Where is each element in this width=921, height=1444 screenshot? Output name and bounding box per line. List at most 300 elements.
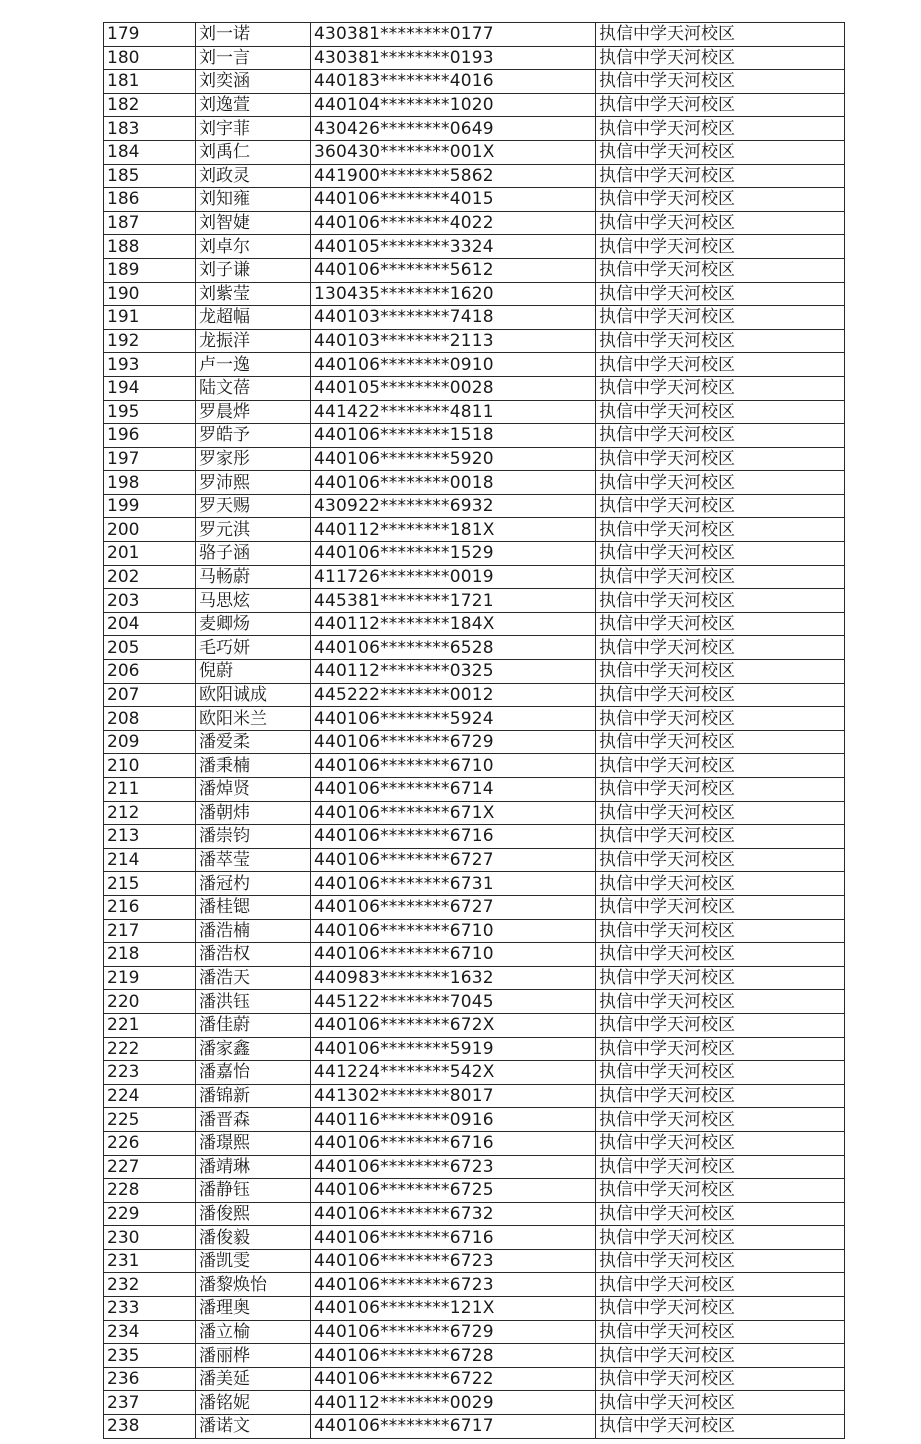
id-number: 440106********6729: [311, 730, 596, 754]
table-row: [104, 424, 845, 448]
row-number: 184: [104, 140, 196, 164]
table-row: [104, 1108, 845, 1132]
id-number: 440106********6528: [311, 636, 596, 660]
table-row: [104, 211, 845, 235]
school-name: 执信中学天河校区: [596, 943, 845, 967]
student-name: 罗晨烨: [196, 400, 311, 424]
id-number: 445122********7045: [311, 990, 596, 1014]
table-row: [104, 70, 845, 94]
table-row: [104, 447, 845, 471]
table-row: [104, 636, 845, 660]
table-row: [104, 494, 845, 518]
school-name: 执信中学天河校区: [596, 329, 845, 353]
id-number: 440106********4022: [311, 211, 596, 235]
row-number: 210: [104, 754, 196, 778]
school-name: 执信中学天河校区: [596, 70, 845, 94]
id-number: 440106********6727: [311, 895, 596, 919]
school-name: 执信中学天河校区: [596, 683, 845, 707]
student-name: 刘子谦: [196, 258, 311, 282]
row-number: 195: [104, 400, 196, 424]
student-name: 骆子涵: [196, 542, 311, 566]
student-name: 潘铭妮: [196, 1391, 311, 1415]
school-name: 执信中学天河校区: [596, 801, 845, 825]
row-number: 218: [104, 943, 196, 967]
id-number: 430426********0649: [311, 117, 596, 141]
table-row: [104, 565, 845, 589]
id-number: 360430********001X: [311, 140, 596, 164]
table-row: [104, 518, 845, 542]
student-name: 刘知雍: [196, 188, 311, 212]
student-name: 卢一逸: [196, 353, 311, 377]
row-number: 237: [104, 1391, 196, 1415]
student-name: 潘桂锶: [196, 895, 311, 919]
row-number: 217: [104, 919, 196, 943]
school-name: 执信中学天河校区: [596, 660, 845, 684]
id-number: 440106********6716: [311, 1226, 596, 1250]
id-number: 440106********6728: [311, 1344, 596, 1368]
student-name: 潘美延: [196, 1367, 311, 1391]
id-number: 440983********1632: [311, 966, 596, 990]
student-name: 麦卿炀: [196, 612, 311, 636]
id-number: 440112********0325: [311, 660, 596, 684]
school-name: 执信中学天河校区: [596, 848, 845, 872]
school-name: 执信中学天河校区: [596, 400, 845, 424]
student-name: 潘晋森: [196, 1108, 311, 1132]
school-name: 执信中学天河校区: [596, 117, 845, 141]
school-name: 执信中学天河校区: [596, 589, 845, 613]
row-number: 207: [104, 683, 196, 707]
school-name: 执信中学天河校区: [596, 1202, 845, 1226]
school-name: 执信中学天河校区: [596, 565, 845, 589]
school-name: 执信中学天河校区: [596, 1084, 845, 1108]
school-name: 执信中学天河校区: [596, 164, 845, 188]
table-row: [104, 872, 845, 896]
row-number: 227: [104, 1155, 196, 1179]
school-name: 执信中学天河校区: [596, 447, 845, 471]
table-row: [104, 282, 845, 306]
student-name: 倪蔚: [196, 660, 311, 684]
student-name: 潘黎焕怡: [196, 1273, 311, 1297]
school-name: 执信中学天河校区: [596, 730, 845, 754]
school-name: 执信中学天河校区: [596, 825, 845, 849]
school-name: 执信中学天河校区: [596, 1297, 845, 1321]
student-name: 罗天赐: [196, 494, 311, 518]
table-row: [104, 1061, 845, 1085]
student-name: 潘嘉怡: [196, 1061, 311, 1085]
row-number: 196: [104, 424, 196, 448]
student-name: 潘浩天: [196, 966, 311, 990]
row-number: 221: [104, 1013, 196, 1037]
row-number: 224: [104, 1084, 196, 1108]
school-name: 执信中学天河校区: [596, 1179, 845, 1203]
student-name: 罗皓予: [196, 424, 311, 448]
table-row: [104, 117, 845, 141]
student-name: 刘禹仁: [196, 140, 311, 164]
row-number: 225: [104, 1108, 196, 1132]
id-number: 440106********671X: [311, 801, 596, 825]
table-row: [104, 1202, 845, 1226]
student-name: 潘洪钰: [196, 990, 311, 1014]
id-number: 440105********0028: [311, 376, 596, 400]
table-row: [104, 1037, 845, 1061]
id-number: 440103********2113: [311, 329, 596, 353]
row-number: 228: [104, 1179, 196, 1203]
row-number: 198: [104, 471, 196, 495]
school-name: 执信中学天河校区: [596, 1391, 845, 1415]
id-number: 440106********6714: [311, 778, 596, 802]
student-name: 潘佳蔚: [196, 1013, 311, 1037]
school-name: 执信中学天河校区: [596, 966, 845, 990]
student-name: 罗元淇: [196, 518, 311, 542]
school-name: 执信中学天河校区: [596, 23, 845, 47]
student-name: 刘卓尔: [196, 235, 311, 259]
row-number: 216: [104, 895, 196, 919]
table-row: [104, 990, 845, 1014]
id-number: 440106********6710: [311, 754, 596, 778]
id-number: 130435********1620: [311, 282, 596, 306]
id-number: 441422********4811: [311, 400, 596, 424]
row-number: 181: [104, 70, 196, 94]
row-number: 229: [104, 1202, 196, 1226]
id-number: 440106********5924: [311, 707, 596, 731]
table-row: [104, 895, 845, 919]
school-name: 执信中学天河校区: [596, 1108, 845, 1132]
row-number: 199: [104, 494, 196, 518]
table-row: [104, 353, 845, 377]
row-number: 189: [104, 258, 196, 282]
table-row: [104, 306, 845, 330]
row-number: 205: [104, 636, 196, 660]
school-name: 执信中学天河校区: [596, 1037, 845, 1061]
row-number: 236: [104, 1367, 196, 1391]
table-row: [104, 1391, 845, 1415]
school-name: 执信中学天河校区: [596, 353, 845, 377]
table-row: [104, 542, 845, 566]
student-name: 龙超幅: [196, 306, 311, 330]
row-number: 226: [104, 1131, 196, 1155]
student-name: 马思炫: [196, 589, 311, 613]
table-row: [104, 778, 845, 802]
id-number: 440106********6716: [311, 1131, 596, 1155]
row-number: 192: [104, 329, 196, 353]
student-name: 欧阳米兰: [196, 707, 311, 731]
student-name: 潘秉楠: [196, 754, 311, 778]
row-number: 231: [104, 1249, 196, 1273]
student-name: 潘萃莹: [196, 848, 311, 872]
table-row: [104, 730, 845, 754]
school-name: 执信中学天河校区: [596, 707, 845, 731]
row-number: 219: [104, 966, 196, 990]
table-row: [104, 707, 845, 731]
id-number: 440106********4015: [311, 188, 596, 212]
row-number: 197: [104, 447, 196, 471]
table-row: [104, 1179, 845, 1203]
student-name: 刘智婕: [196, 211, 311, 235]
id-number: 440106********5920: [311, 447, 596, 471]
table-row: [104, 235, 845, 259]
student-name: 潘诺文: [196, 1415, 311, 1439]
row-number: 213: [104, 825, 196, 849]
id-number: 441302********8017: [311, 1084, 596, 1108]
id-number: 440106********0018: [311, 471, 596, 495]
id-number: 430381********0193: [311, 46, 596, 70]
id-number: 440106********6716: [311, 825, 596, 849]
row-number: 193: [104, 353, 196, 377]
row-number: 190: [104, 282, 196, 306]
row-number: 232: [104, 1273, 196, 1297]
table-row: [104, 23, 845, 47]
id-number: 440112********0029: [311, 1391, 596, 1415]
id-number: 440106********6723: [311, 1249, 596, 1273]
table-row: [104, 471, 845, 495]
table-row: [104, 660, 845, 684]
row-number: 187: [104, 211, 196, 235]
row-number: 211: [104, 778, 196, 802]
table-row: [104, 164, 845, 188]
id-number: 441224********542X: [311, 1061, 596, 1085]
table-row: [104, 848, 845, 872]
table-row: [104, 754, 845, 778]
student-name: 潘俊熙: [196, 1202, 311, 1226]
id-number: 440106********1529: [311, 542, 596, 566]
school-name: 执信中学天河校区: [596, 424, 845, 448]
school-name: 执信中学天河校区: [596, 471, 845, 495]
table-row: [104, 329, 845, 353]
table-row: [104, 1344, 845, 1368]
id-number: 440106********5612: [311, 258, 596, 282]
student-name: 龙振洋: [196, 329, 311, 353]
student-name: 刘逸萱: [196, 93, 311, 117]
table-row: [104, 1320, 845, 1344]
school-name: 执信中学天河校区: [596, 1367, 845, 1391]
id-number: 445222********0012: [311, 683, 596, 707]
id-number: 440112********184X: [311, 612, 596, 636]
student-name: 潘崇钧: [196, 825, 311, 849]
table-row: [104, 801, 845, 825]
id-number: 411726********0019: [311, 565, 596, 589]
row-number: 203: [104, 589, 196, 613]
row-number: 200: [104, 518, 196, 542]
school-name: 执信中学天河校区: [596, 93, 845, 117]
table-row: [104, 140, 845, 164]
id-number: 440106********6731: [311, 872, 596, 896]
table-row: [104, 188, 845, 212]
school-name: 执信中学天河校区: [596, 1131, 845, 1155]
school-name: 执信中学天河校区: [596, 1344, 845, 1368]
id-number: 440103********7418: [311, 306, 596, 330]
id-number: 440106********6717: [311, 1415, 596, 1439]
student-name: 陆文蓓: [196, 376, 311, 400]
id-number: 440106********6723: [311, 1273, 596, 1297]
id-number: 440106********6710: [311, 943, 596, 967]
school-name: 执信中学天河校区: [596, 282, 845, 306]
id-number: 440106********6725: [311, 1179, 596, 1203]
table-row: [104, 1226, 845, 1250]
row-number: 180: [104, 46, 196, 70]
school-name: 执信中学天河校区: [596, 872, 845, 896]
table-row: [104, 943, 845, 967]
row-number: 191: [104, 306, 196, 330]
row-number: 209: [104, 730, 196, 754]
student-name: 潘理奥: [196, 1297, 311, 1321]
row-number: 194: [104, 376, 196, 400]
school-name: 执信中学天河校区: [596, 895, 845, 919]
school-name: 执信中学天河校区: [596, 612, 845, 636]
id-number: 440106********1518: [311, 424, 596, 448]
student-name: 潘静钰: [196, 1179, 311, 1203]
id-number: 440106********5919: [311, 1037, 596, 1061]
school-name: 执信中学天河校区: [596, 518, 845, 542]
student-name: 罗家彤: [196, 447, 311, 471]
school-name: 执信中学天河校区: [596, 258, 845, 282]
table-row: [104, 258, 845, 282]
id-number: 440116********0916: [311, 1108, 596, 1132]
id-number: 440106********6723: [311, 1155, 596, 1179]
student-name: 刘一诺: [196, 23, 311, 47]
row-number: 215: [104, 872, 196, 896]
id-number: 440106********6710: [311, 919, 596, 943]
student-name: 潘爱柔: [196, 730, 311, 754]
row-number: 234: [104, 1320, 196, 1344]
student-name: 毛巧妍: [196, 636, 311, 660]
school-name: 执信中学天河校区: [596, 1155, 845, 1179]
table-row: [104, 400, 845, 424]
table-row: [104, 1013, 845, 1037]
row-number: 186: [104, 188, 196, 212]
id-number: 430922********6932: [311, 494, 596, 518]
row-number: 188: [104, 235, 196, 259]
table-row: [104, 376, 845, 400]
id-number: 445381********1721: [311, 589, 596, 613]
row-number: 206: [104, 660, 196, 684]
student-name: 潘焯贤: [196, 778, 311, 802]
row-number: 185: [104, 164, 196, 188]
school-name: 执信中学天河校区: [596, 1249, 845, 1273]
student-name: 潘靖琳: [196, 1155, 311, 1179]
student-name: 潘锦新: [196, 1084, 311, 1108]
id-number: 440106********0910: [311, 353, 596, 377]
table-row: [104, 612, 845, 636]
table-row: [104, 919, 845, 943]
id-number: 440183********4016: [311, 70, 596, 94]
roster-body: [104, 23, 845, 1439]
row-number: 183: [104, 117, 196, 141]
table-row: [104, 1249, 845, 1273]
table-row: [104, 825, 845, 849]
student-name: 潘家鑫: [196, 1037, 311, 1061]
table-row: [104, 1415, 845, 1439]
row-number: 182: [104, 93, 196, 117]
id-number: 440106********6727: [311, 848, 596, 872]
student-name: 潘立榆: [196, 1320, 311, 1344]
id-number: 441900********5862: [311, 164, 596, 188]
student-name: 潘璟熙: [196, 1131, 311, 1155]
student-name: 潘丽桦: [196, 1344, 311, 1368]
school-name: 执信中学天河校区: [596, 1226, 845, 1250]
row-number: 204: [104, 612, 196, 636]
row-number: 220: [104, 990, 196, 1014]
roster-sheet: [103, 22, 844, 1439]
school-name: 执信中学天河校区: [596, 188, 845, 212]
student-name: 马畅蔚: [196, 565, 311, 589]
school-name: 执信中学天河校区: [596, 1415, 845, 1439]
row-number: 223: [104, 1061, 196, 1085]
school-name: 执信中学天河校区: [596, 542, 845, 566]
student-name: 潘凯雯: [196, 1249, 311, 1273]
id-number: 440106********121X: [311, 1297, 596, 1321]
row-number: 235: [104, 1344, 196, 1368]
student-name: 欧阳诚成: [196, 683, 311, 707]
table-row: [104, 1155, 845, 1179]
id-number: 440106********672X: [311, 1013, 596, 1037]
school-name: 执信中学天河校区: [596, 306, 845, 330]
table-row: [104, 589, 845, 613]
table-row: [104, 1367, 845, 1391]
school-name: 执信中学天河校区: [596, 1061, 845, 1085]
school-name: 执信中学天河校区: [596, 235, 845, 259]
row-number: 233: [104, 1297, 196, 1321]
student-name: 刘奕涵: [196, 70, 311, 94]
student-name: 潘朝炜: [196, 801, 311, 825]
table-row: [104, 966, 845, 990]
student-name: 刘宇菲: [196, 117, 311, 141]
id-number: 440112********181X: [311, 518, 596, 542]
id-number: 440106********6722: [311, 1367, 596, 1391]
student-name: 潘浩权: [196, 943, 311, 967]
row-number: 238: [104, 1415, 196, 1439]
school-name: 执信中学天河校区: [596, 376, 845, 400]
school-name: 执信中学天河校区: [596, 754, 845, 778]
row-number: 214: [104, 848, 196, 872]
table-row: [104, 1084, 845, 1108]
student-name: 潘冠杓: [196, 872, 311, 896]
id-number: 440106********6729: [311, 1320, 596, 1344]
row-number: 230: [104, 1226, 196, 1250]
roster-table: [103, 22, 845, 1439]
table-row: [104, 1131, 845, 1155]
school-name: 执信中学天河校区: [596, 1013, 845, 1037]
school-name: 执信中学天河校区: [596, 990, 845, 1014]
school-name: 执信中学天河校区: [596, 1273, 845, 1297]
school-name: 执信中学天河校区: [596, 46, 845, 70]
school-name: 执信中学天河校区: [596, 919, 845, 943]
school-name: 执信中学天河校区: [596, 494, 845, 518]
table-row: [104, 683, 845, 707]
row-number: 222: [104, 1037, 196, 1061]
table-row: [104, 1297, 845, 1321]
row-number: 202: [104, 565, 196, 589]
id-number: 440104********1020: [311, 93, 596, 117]
student-name: 刘一言: [196, 46, 311, 70]
school-name: 执信中学天河校区: [596, 211, 845, 235]
row-number: 208: [104, 707, 196, 731]
id-number: 440106********6732: [311, 1202, 596, 1226]
student-name: 罗沛熙: [196, 471, 311, 495]
row-number: 201: [104, 542, 196, 566]
student-name: 刘政灵: [196, 164, 311, 188]
school-name: 执信中学天河校区: [596, 636, 845, 660]
id-number: 430381********0177: [311, 23, 596, 47]
school-name: 执信中学天河校区: [596, 1320, 845, 1344]
table-row: [104, 1273, 845, 1297]
school-name: 执信中学天河校区: [596, 140, 845, 164]
school-name: 执信中学天河校区: [596, 778, 845, 802]
row-number: 179: [104, 23, 196, 47]
table-row: [104, 46, 845, 70]
student-name: 潘浩楠: [196, 919, 311, 943]
student-name: 刘紫莹: [196, 282, 311, 306]
row-number: 212: [104, 801, 196, 825]
